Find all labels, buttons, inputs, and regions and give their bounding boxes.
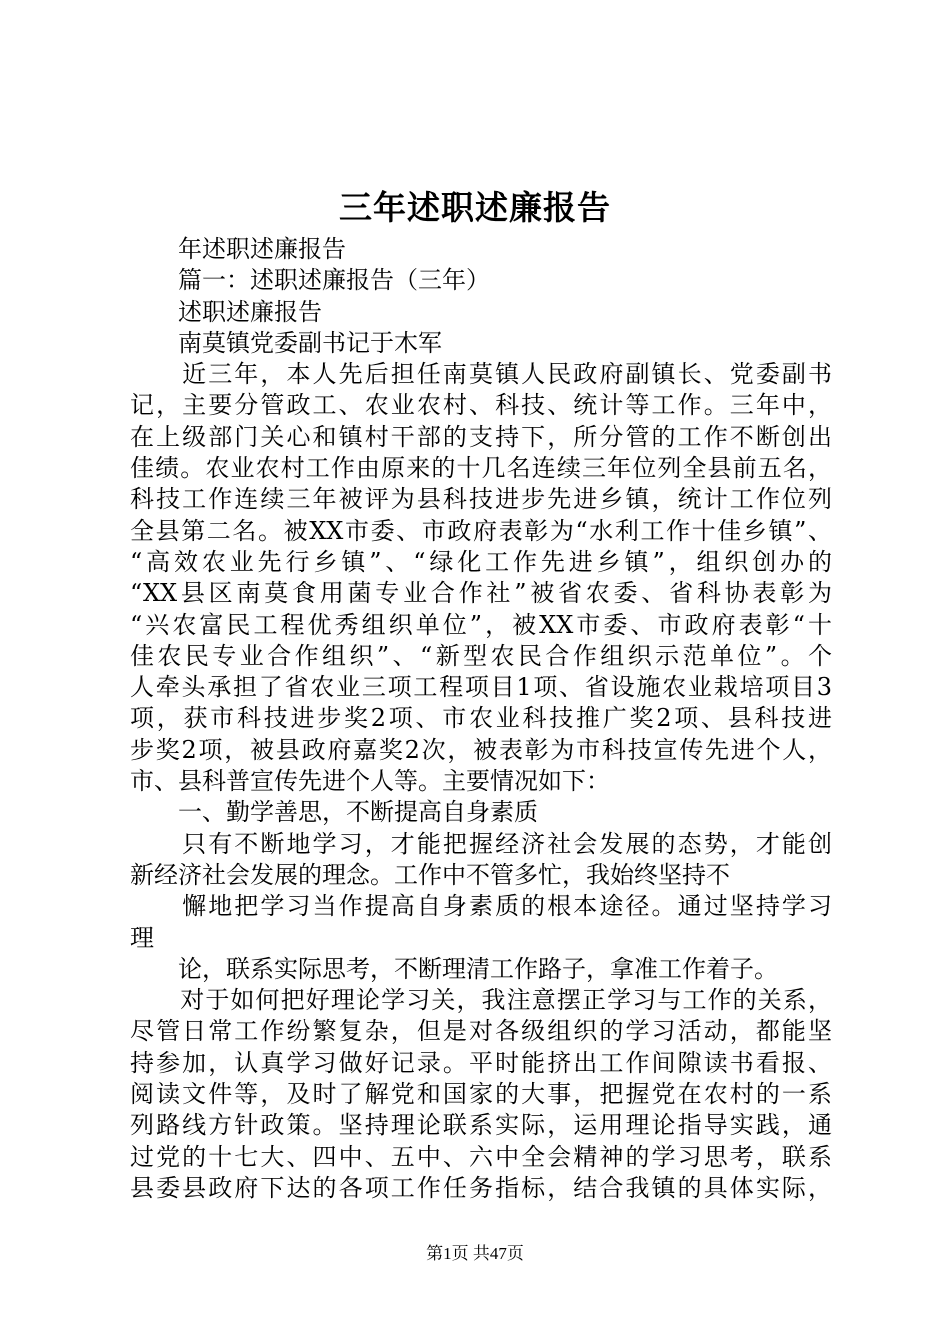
body-line: 列路线方针政策。坚持理论联系实际，运用理论指导实践，通 <box>130 1111 832 1140</box>
body-line: 佳绩。农业农村工作由原来的十几名连续三年位列全县前五名， <box>130 454 832 483</box>
body-line: 南莫镇党委副书记于木军 <box>130 328 442 357</box>
body-line: 篇一：述职述廉报告（三年） <box>130 266 490 295</box>
body-line: 佳农民专业合作组织”、“新型农民合作组织示范单位”。个 <box>130 641 832 670</box>
body-line: 懈地把学习当作提高自身素质的根本途径。通过坚持学习 <box>130 892 832 921</box>
body-line: “兴农富民工程优秀组织单位”，被XX市委、市政府表彰“十 <box>130 610 832 639</box>
body-line: 县委县政府下达的各项工作任务指标，结合我镇的具体实际， <box>130 1173 832 1202</box>
body-line: 市、县科普宣传先进个人等。主要情况如下： <box>130 767 610 796</box>
body-line: 近三年，本人先后担任南莫镇人民政府副镇长、党委副书 <box>130 360 832 389</box>
body-line: “XX县区南莫食用菌专业合作社”被省农委、省科协表彰为 <box>130 579 832 608</box>
body-line: 述职述廉报告 <box>130 297 322 326</box>
body-line: 过党的十七大、四中、五中、六中全会精神的学习思考，联系 <box>130 1142 832 1171</box>
body-line: 对于如何把好理论学习关，我注意摆正学习与工作的关系， <box>130 986 832 1015</box>
document-title: 三年述职述廉报告 <box>339 188 611 227</box>
body-line: 人牵头承担了省农业三项工程项目1项、省设施农业栽培项目3 <box>130 673 832 702</box>
body-line: 论，联系实际思考，不断理清工作路子，拿准工作着子。 <box>130 954 778 983</box>
body-line: 阅读文件等，及时了解党和国家的大事，把握党在农村的一系 <box>130 1080 832 1109</box>
body-line: 在上级部门关心和镇村干部的支持下，所分管的工作不断创出 <box>130 422 832 451</box>
body-line: 新经济社会发展的理念。工作中不管多忙，我始终坚持不 <box>130 860 730 889</box>
document-body <box>130 234 832 1204</box>
body-line: “高效农业先行乡镇”、“绿化工作先进乡镇”，组织创办的 <box>130 547 832 576</box>
body-line: 尽管日常工作纷繁复杂，但是对各级组织的学习活动，都能坚 <box>130 1017 832 1046</box>
body-line: 理 <box>130 923 154 952</box>
body-line: 全县第二名。被XX市委、市政府表彰为“水利工作十佳乡镇”、 <box>130 516 832 545</box>
page-footer: 第1页 共47页 <box>426 1244 524 1263</box>
body-line: 步奖2项，被县政府嘉奖2次，被表彰为市科技宣传先进个人， <box>130 735 832 764</box>
body-line: 持参加，认真学习做好记录。平时能挤出工作间隙读书看报、 <box>130 1048 832 1077</box>
body-line: 只有不断地学习，才能把握经济社会发展的态势，才能创 <box>130 829 832 858</box>
section-heading: 一、勤学善思，不断提高自身素质 <box>130 798 538 827</box>
body-line: 科技工作连续三年被评为县科技进步先进乡镇，统计工作位列 <box>130 485 832 514</box>
body-line: 年述职述廉报告 <box>130 235 346 263</box>
body-line: 项，获市科技进步奖2项、市农业科技推广奖2项、县科技进 <box>130 704 832 733</box>
body-line: 记，主要分管政工、农业农村、科技、统计等工作。三年中， <box>130 391 832 420</box>
